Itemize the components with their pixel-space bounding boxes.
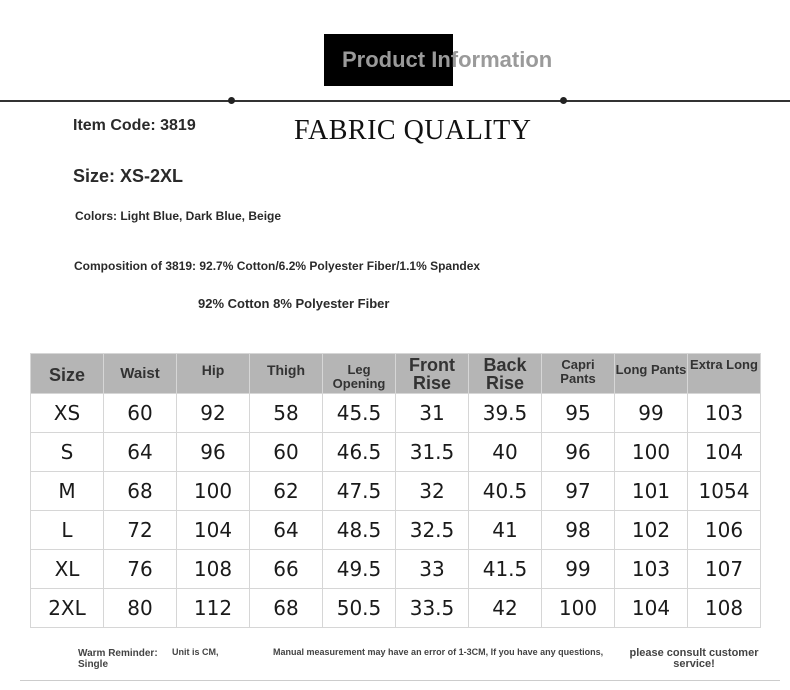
size-label-cell: S	[31, 433, 104, 472]
col-header-front-rise: Front Rise	[396, 354, 469, 394]
measurement-cell: 101	[615, 472, 688, 511]
col-header-long-pants: Long Pants	[615, 354, 688, 394]
measurement-cell: 76	[104, 550, 177, 589]
measurement-cell: 1054	[688, 472, 761, 511]
table-row	[31, 472, 761, 511]
header-divider	[0, 100, 790, 102]
measurement-cell: 62	[250, 472, 323, 511]
colors-text: Colors: Light Blue, Dark Blue, Beige	[75, 209, 282, 223]
table-row	[31, 433, 761, 472]
page-title: Product Information	[342, 47, 553, 72]
measurement-cell: 103	[615, 550, 688, 589]
measurement-cell: 31	[396, 394, 469, 433]
divider-dot-left	[228, 97, 235, 104]
size-label-cell: 2XL	[31, 589, 104, 628]
fabric-summary: 92% Cotton 8% Polyester Fiber	[198, 296, 390, 311]
footer-unit: Unit is CM,	[172, 647, 219, 657]
measurement-cell: 95	[542, 394, 615, 433]
table-header-row	[31, 354, 761, 394]
measurement-cell: 39.5	[469, 394, 542, 433]
measurement-cell: 41.5	[469, 550, 542, 589]
measurement-cell: 47.5	[323, 472, 396, 511]
table-row	[31, 511, 761, 550]
measurement-cell: 49.5	[323, 550, 396, 589]
table-row	[31, 394, 761, 433]
col-header-capri-pants: Capri Pants	[542, 354, 615, 394]
measurement-cell: 31.5	[396, 433, 469, 472]
size-label-cell: XS	[31, 394, 104, 433]
table-row	[31, 550, 761, 589]
divider-dot-right	[560, 97, 567, 104]
measurement-cell: 100	[615, 433, 688, 472]
measurement-cell: 66	[250, 550, 323, 589]
measurement-cell: 33	[396, 550, 469, 589]
measurement-cell: 41	[469, 511, 542, 550]
col-header-size: Size	[31, 354, 104, 394]
composition-text: Composition of 3819: 92.7% Cotton/6.2% Polyester Fiber/1.1% Spandex	[74, 259, 481, 273]
measurement-cell: 40.5	[469, 472, 542, 511]
measurement-cell: 68	[250, 589, 323, 628]
measurement-cell: 32.5	[396, 511, 469, 550]
col-header-thigh: Thigh	[250, 354, 323, 394]
col-header-extra-long: Extra Long	[688, 354, 761, 394]
measurement-cell: 64	[250, 511, 323, 550]
measurement-cell: 99	[542, 550, 615, 589]
measurement-cell: 48.5	[323, 511, 396, 550]
measurement-cell: 106	[688, 511, 761, 550]
measurement-cell: 112	[177, 589, 250, 628]
measurement-cell: 107	[688, 550, 761, 589]
measurement-cell: 104	[688, 433, 761, 472]
measurement-cell: 104	[177, 511, 250, 550]
size-label-cell: XL	[31, 550, 104, 589]
measurement-cell: 97	[542, 472, 615, 511]
col-header-leg-opening: Leg Opening	[323, 354, 396, 394]
footer-note: Manual measurement may have an error of 1-3CM, If you have any questions,	[273, 647, 604, 657]
measurement-cell: 92	[177, 394, 250, 433]
measurement-cell: 102	[615, 511, 688, 550]
footer-contact: please consult customer service!	[629, 647, 759, 670]
size-chart-table	[30, 353, 761, 628]
size-label-cell: M	[31, 472, 104, 511]
measurement-cell: 50.5	[323, 589, 396, 628]
col-header-hip: Hip	[177, 354, 250, 394]
measurement-cell: 96	[542, 433, 615, 472]
measurement-cell: 108	[688, 589, 761, 628]
item-code: Item Code: 3819	[73, 117, 196, 134]
measurement-cell: 103	[688, 394, 761, 433]
measurement-cell: 104	[615, 589, 688, 628]
measurement-cell: 33.5	[396, 589, 469, 628]
size-range: Size: XS-2XL	[73, 166, 184, 186]
measurement-cell: 46.5	[323, 433, 396, 472]
table-row	[31, 589, 761, 628]
measurement-cell: 98	[542, 511, 615, 550]
measurement-cell: 64	[104, 433, 177, 472]
col-header-waist: Waist	[104, 354, 177, 394]
measurement-cell: 60	[250, 433, 323, 472]
measurement-cell: 68	[104, 472, 177, 511]
measurement-cell: 96	[177, 433, 250, 472]
measurement-cell: 99	[615, 394, 688, 433]
measurement-cell: 32	[396, 472, 469, 511]
footer-divider	[20, 680, 780, 681]
footer-reminder: Warm Reminder: Single	[78, 648, 158, 670]
measurement-cell: 60	[104, 394, 177, 433]
measurement-cell: 100	[542, 589, 615, 628]
measurement-cell: 100	[177, 472, 250, 511]
measurement-cell: 58	[250, 394, 323, 433]
col-header-back-rise: Back Rise	[469, 354, 542, 394]
measurement-cell: 108	[177, 550, 250, 589]
measurement-cell: 45.5	[323, 394, 396, 433]
measurement-cell: 40	[469, 433, 542, 472]
fabric-quality-heading: FABRIC QUALITY	[294, 115, 532, 146]
measurement-cell: 80	[104, 589, 177, 628]
size-label-cell: L	[31, 511, 104, 550]
measurement-cell: 72	[104, 511, 177, 550]
measurement-cell: 42	[469, 589, 542, 628]
